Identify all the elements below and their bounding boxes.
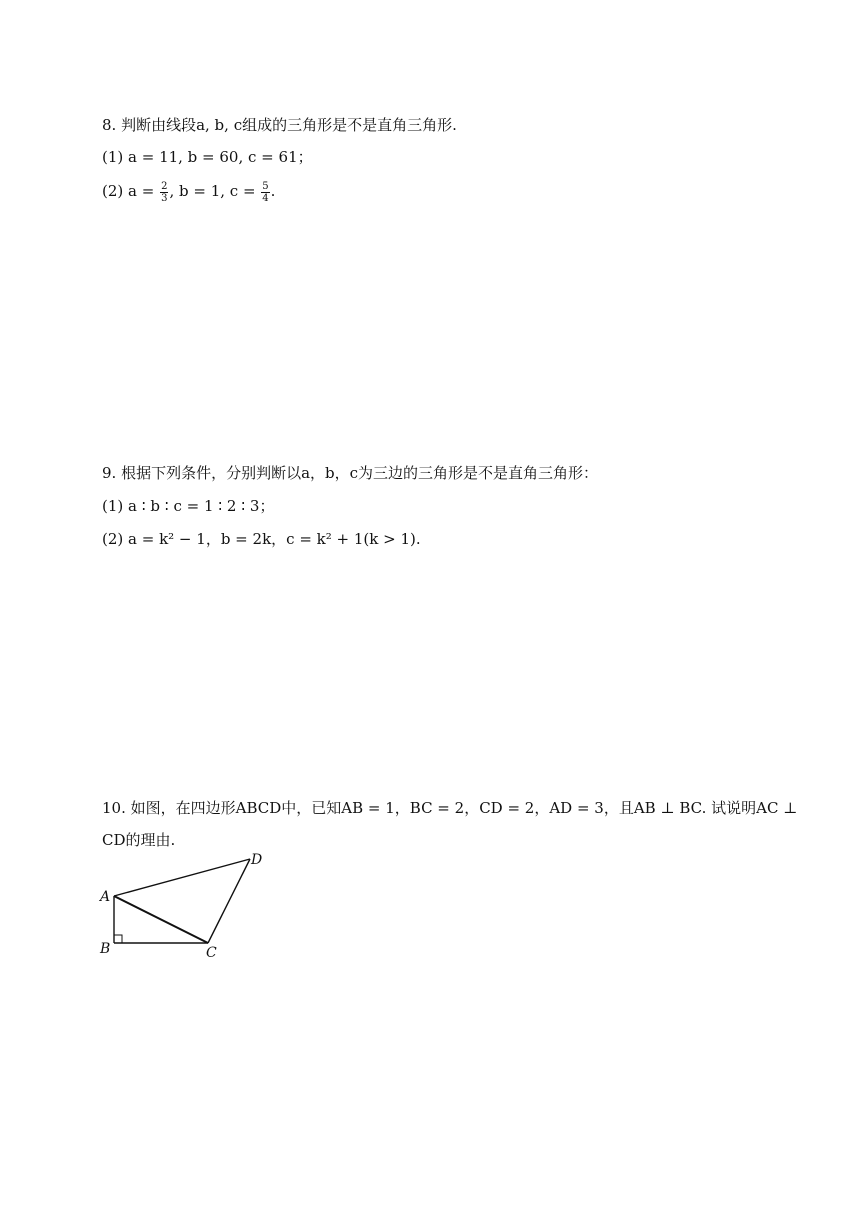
frac1-denominator: 3 <box>161 192 168 204</box>
q8-part2-mid: , b = 1, c = <box>169 182 261 200</box>
fraction-two-thirds <box>160 181 168 204</box>
segment-ac <box>114 896 208 943</box>
q8-stem: 8. 判断由线段a, b, c组成的三角形是不是直角三角形. <box>102 116 457 134</box>
q8-part1: (1) a = 11, b = 60, c = 61； <box>102 148 313 166</box>
q9-part1: (1) a ∶ b ∶ c = 1 ∶ 2 ∶ 3； <box>102 497 275 515</box>
q10-stem-line2: CD的理由. <box>102 831 176 849</box>
frac1-numerator: 2 <box>161 180 168 192</box>
q8-part2-suffix: . <box>270 182 276 200</box>
quadrilateral-abcd-figure <box>98 848 278 963</box>
q9-part2: (2) a = k² − 1，b = 2k，c = k² + 1(k > 1). <box>102 530 421 548</box>
label-d: D <box>251 852 263 868</box>
segment-ad <box>114 859 250 896</box>
label-b: B <box>100 941 111 957</box>
frac2-numerator: 5 <box>262 180 269 192</box>
q8-part2 <box>102 180 275 204</box>
label-a: A <box>100 889 111 905</box>
q10-stem-line1: 10. 如图，在四边形ABCD中，已知AB = 1，BC = 2，CD = 2，AD = 3，且AB ⊥ BC. 试说明AC ⊥ <box>102 799 798 817</box>
label-c: C <box>206 945 217 961</box>
right-angle-mark <box>114 935 122 943</box>
frac2-denominator: 4 <box>262 192 269 204</box>
q8-part2-prefix: (2) a = <box>102 182 160 200</box>
segment-cd <box>208 859 250 943</box>
q9-stem: 9. 根据下列条件，分别判断以a，b，c为三边的三角形是不是直角三角形： <box>102 464 599 482</box>
fraction-five-fourths <box>261 181 269 204</box>
